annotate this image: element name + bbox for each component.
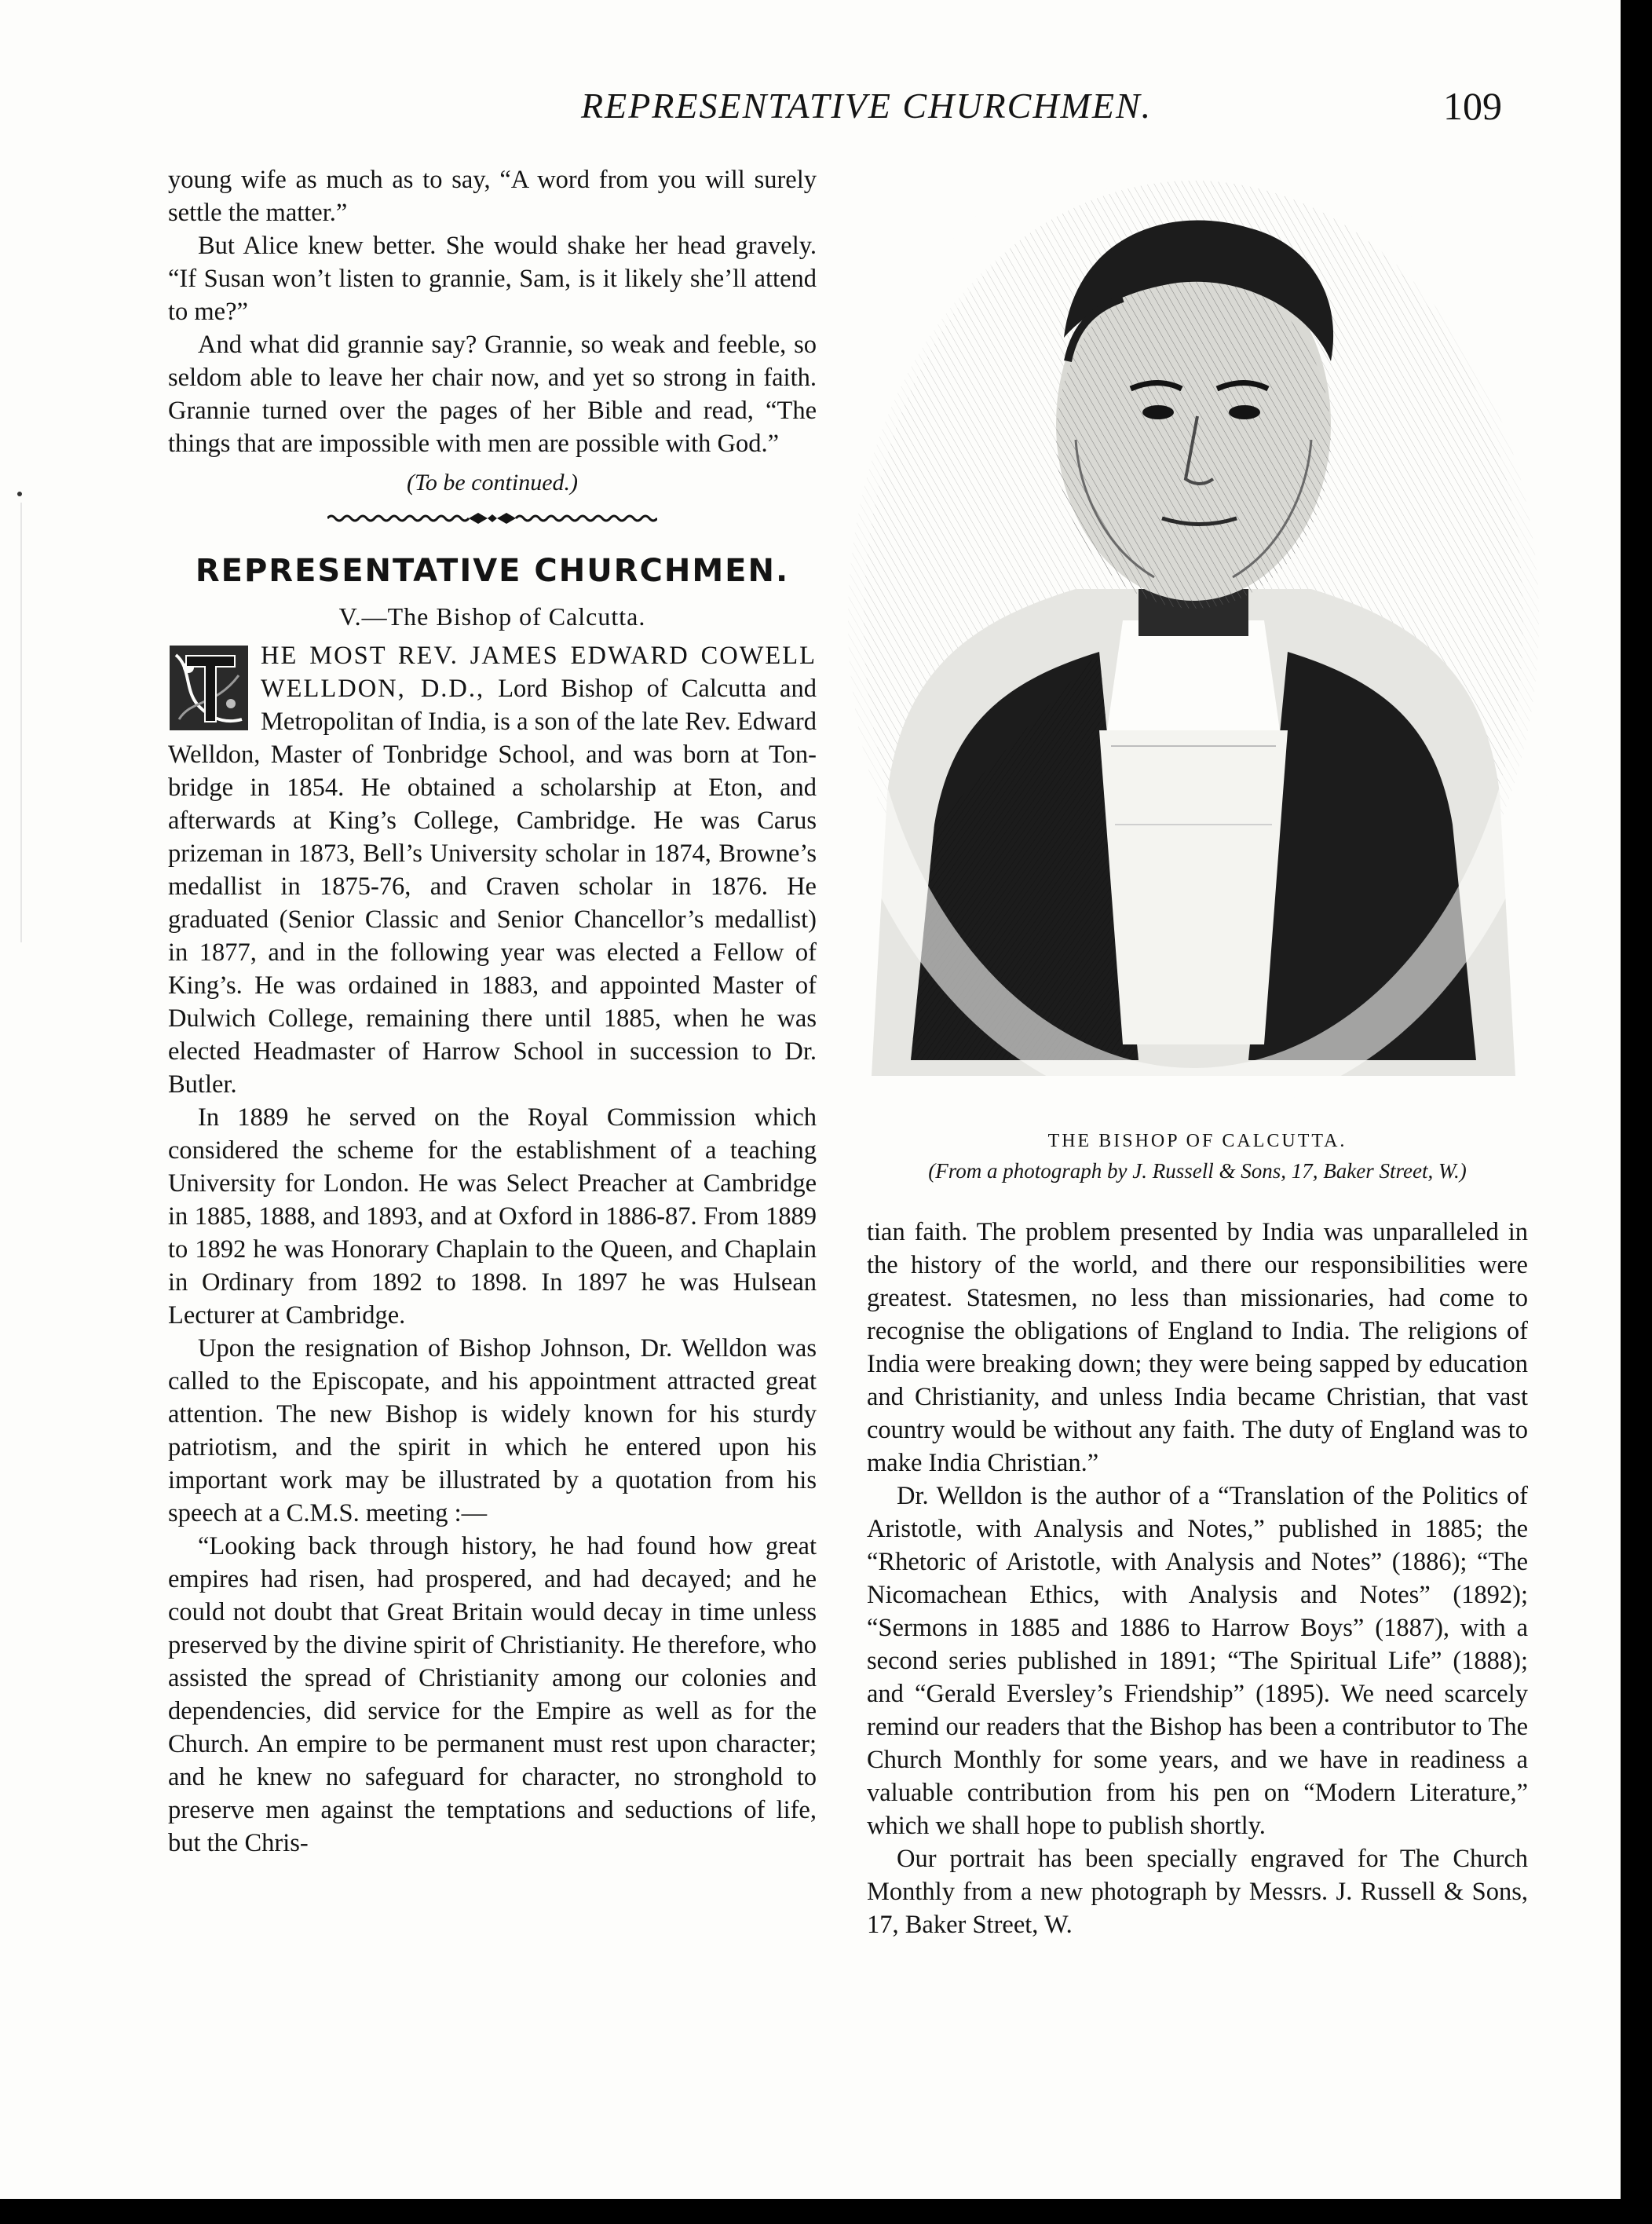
bishop-portrait-engraving [840,181,1547,1107]
article-paragraph: In 1889 he served on the Royal Commission which considered the scheme for the establishment of a teaching University for London. He was Select Preacher at Cambridge in 1885, 1888, and 1893, and at Oxford in 1886-87. From 1889 to 1892 he was Honorary Chaplain to the Queen, and Chaplain in Ordinary from 1892 to 1898. In 1897 he was Hulsean Lecturer at Cambridge. [168,1103,817,1330]
ornamental-rule [327,510,657,526]
page-number: 109 [1443,84,1502,128]
story-paragraph: young wife as much as to say, “A word from you will surely settle the matter.” [168,166,817,227]
article-lead-paragraph [168,639,817,1101]
left-column [168,163,817,1860]
running-head: REPRESENTATIVE CHURCHMEN. [581,86,1153,126]
article-paragraph: Dr. Welldon is the author of a “Translation of the Politics of Aristotle, with Analysis and Notes,” published in 1885; the “Rhetoric of Aristotle, with Analysis and Notes” (1886); “The Nicomachean Ethics, with Analysis and Notes” (1892); “Sermons in 1885 and 1886 to Harrow Boys” (1887), with a second series published in 1891; “The Spiritual Life” (1888); and “Gerald Eversley’s Friendship” (1895). We need scarcely remind our readers that the Bishop has been a contributor to The Church Monthly for some years, and we have in readiness a valuable contribution from his pen on “Modern Literature,” which we shall hope to publish shortly. [867,1482,1528,1840]
article-paragraph: Upon the resignation of Bishop Johnson, Dr. Welldon was called to the Episcopate, and his appointment attracted great attention. The new Bishop is widely known for his sturdy patriotism, and the spirit in which he entered upon his important work may be illustrated by a quotation from his speech at a C.M.S. meeting :— [168,1334,817,1527]
article-heading: REPRESENTATIVE CHURCHMEN. [195,553,790,589]
margin-mark [17,492,22,496]
story-paragraph: And what did grannie say? Grannie, so weak and feeble, so seldom able to leave her chair now, and yet so strong in faith. Grannie turned over the pages of her Bible and read, “The things that are impossible with men are possible with God.” [168,331,817,458]
article-paragraph: Our portrait has been specially engraved for The Church Monthly from a new photograph by Messrs. J. Russell & Sons, 17, Baker Street, W. [867,1845,1528,1939]
lead-caps: HE MOST REV. JAMES EDWARD COWELL WELLDON, D.D., [261,642,817,703]
portrait-caption: THE BISHOP OF CALCUTTA. [1047,1131,1347,1151]
lead-text: Lord Bishop of Calcutta and Metropolitan of India, is a son of the late Rev. Edward Welldon, Master of Tonbridge School, and was born at Tonbridge in 1854. He obtained a scholarship at Eton, and afterwards at King’s College, Cambridge. He was Carus prizeman in 1873, Bell’s University scholar in 1874, Browne’s medallist in 1875-76, and Craven scholar in 1876. He graduated (Senior Classic and Senior Chancellor’s medallist) in 1877, and in the following year was elected a Fellow of King’s. He was ordained in 1883, and appointed Master of Dulwich College, remaining there until 1885, when he was elected Headmaster of Harrow School in succession to Dr. Butler. [168,675,817,1099]
margin-rule [20,503,22,942]
article-subheading: V.—The Bishop of Calcutta. [338,602,646,631]
quotation-paragraph: “Looking back through history, he had found how great empires had risen, had prospered, and had decayed; and he could not doubt that Great Britain would decay in time unless preserved by the divine spirit of Christianity. He therefore, who assisted the spread of Christianity among our colonies and dependencies, did service for the Empire as well as for the Church. An empire to be permanent must rest upon character; and he knew no safeguard for character, no stronghold to preserve men against the temptations and seductions of life, but the Chris- [168,1532,817,1857]
right-column [867,1216,1528,1941]
portrait-credit: (From a photograph by J. Russell & Sons, 17, Baker Street, W.) [928,1159,1467,1183]
to-be-continued-note: (To be continued.) [406,470,579,496]
quotation-continuation: tian faith. The problem presented by India was unparalleled in the history of the world, and there our responsibilities were greatest. Statesmen, no less than missionaries, had come to recognise the obligations of England to India. The religions of India were breaking down; they were being sapped by education and Christianity, and unless India became Christian, that vast country would be without any faith. The duty of England was to make India Christian.” [867,1218,1528,1477]
story-paragraph: But Alice knew better. She would shake her head gravely. “If Susan won’t listen to grannie, Sam, is it likely she’ll attend to me?” [168,232,817,326]
decorated-initial-t-icon [168,644,250,732]
